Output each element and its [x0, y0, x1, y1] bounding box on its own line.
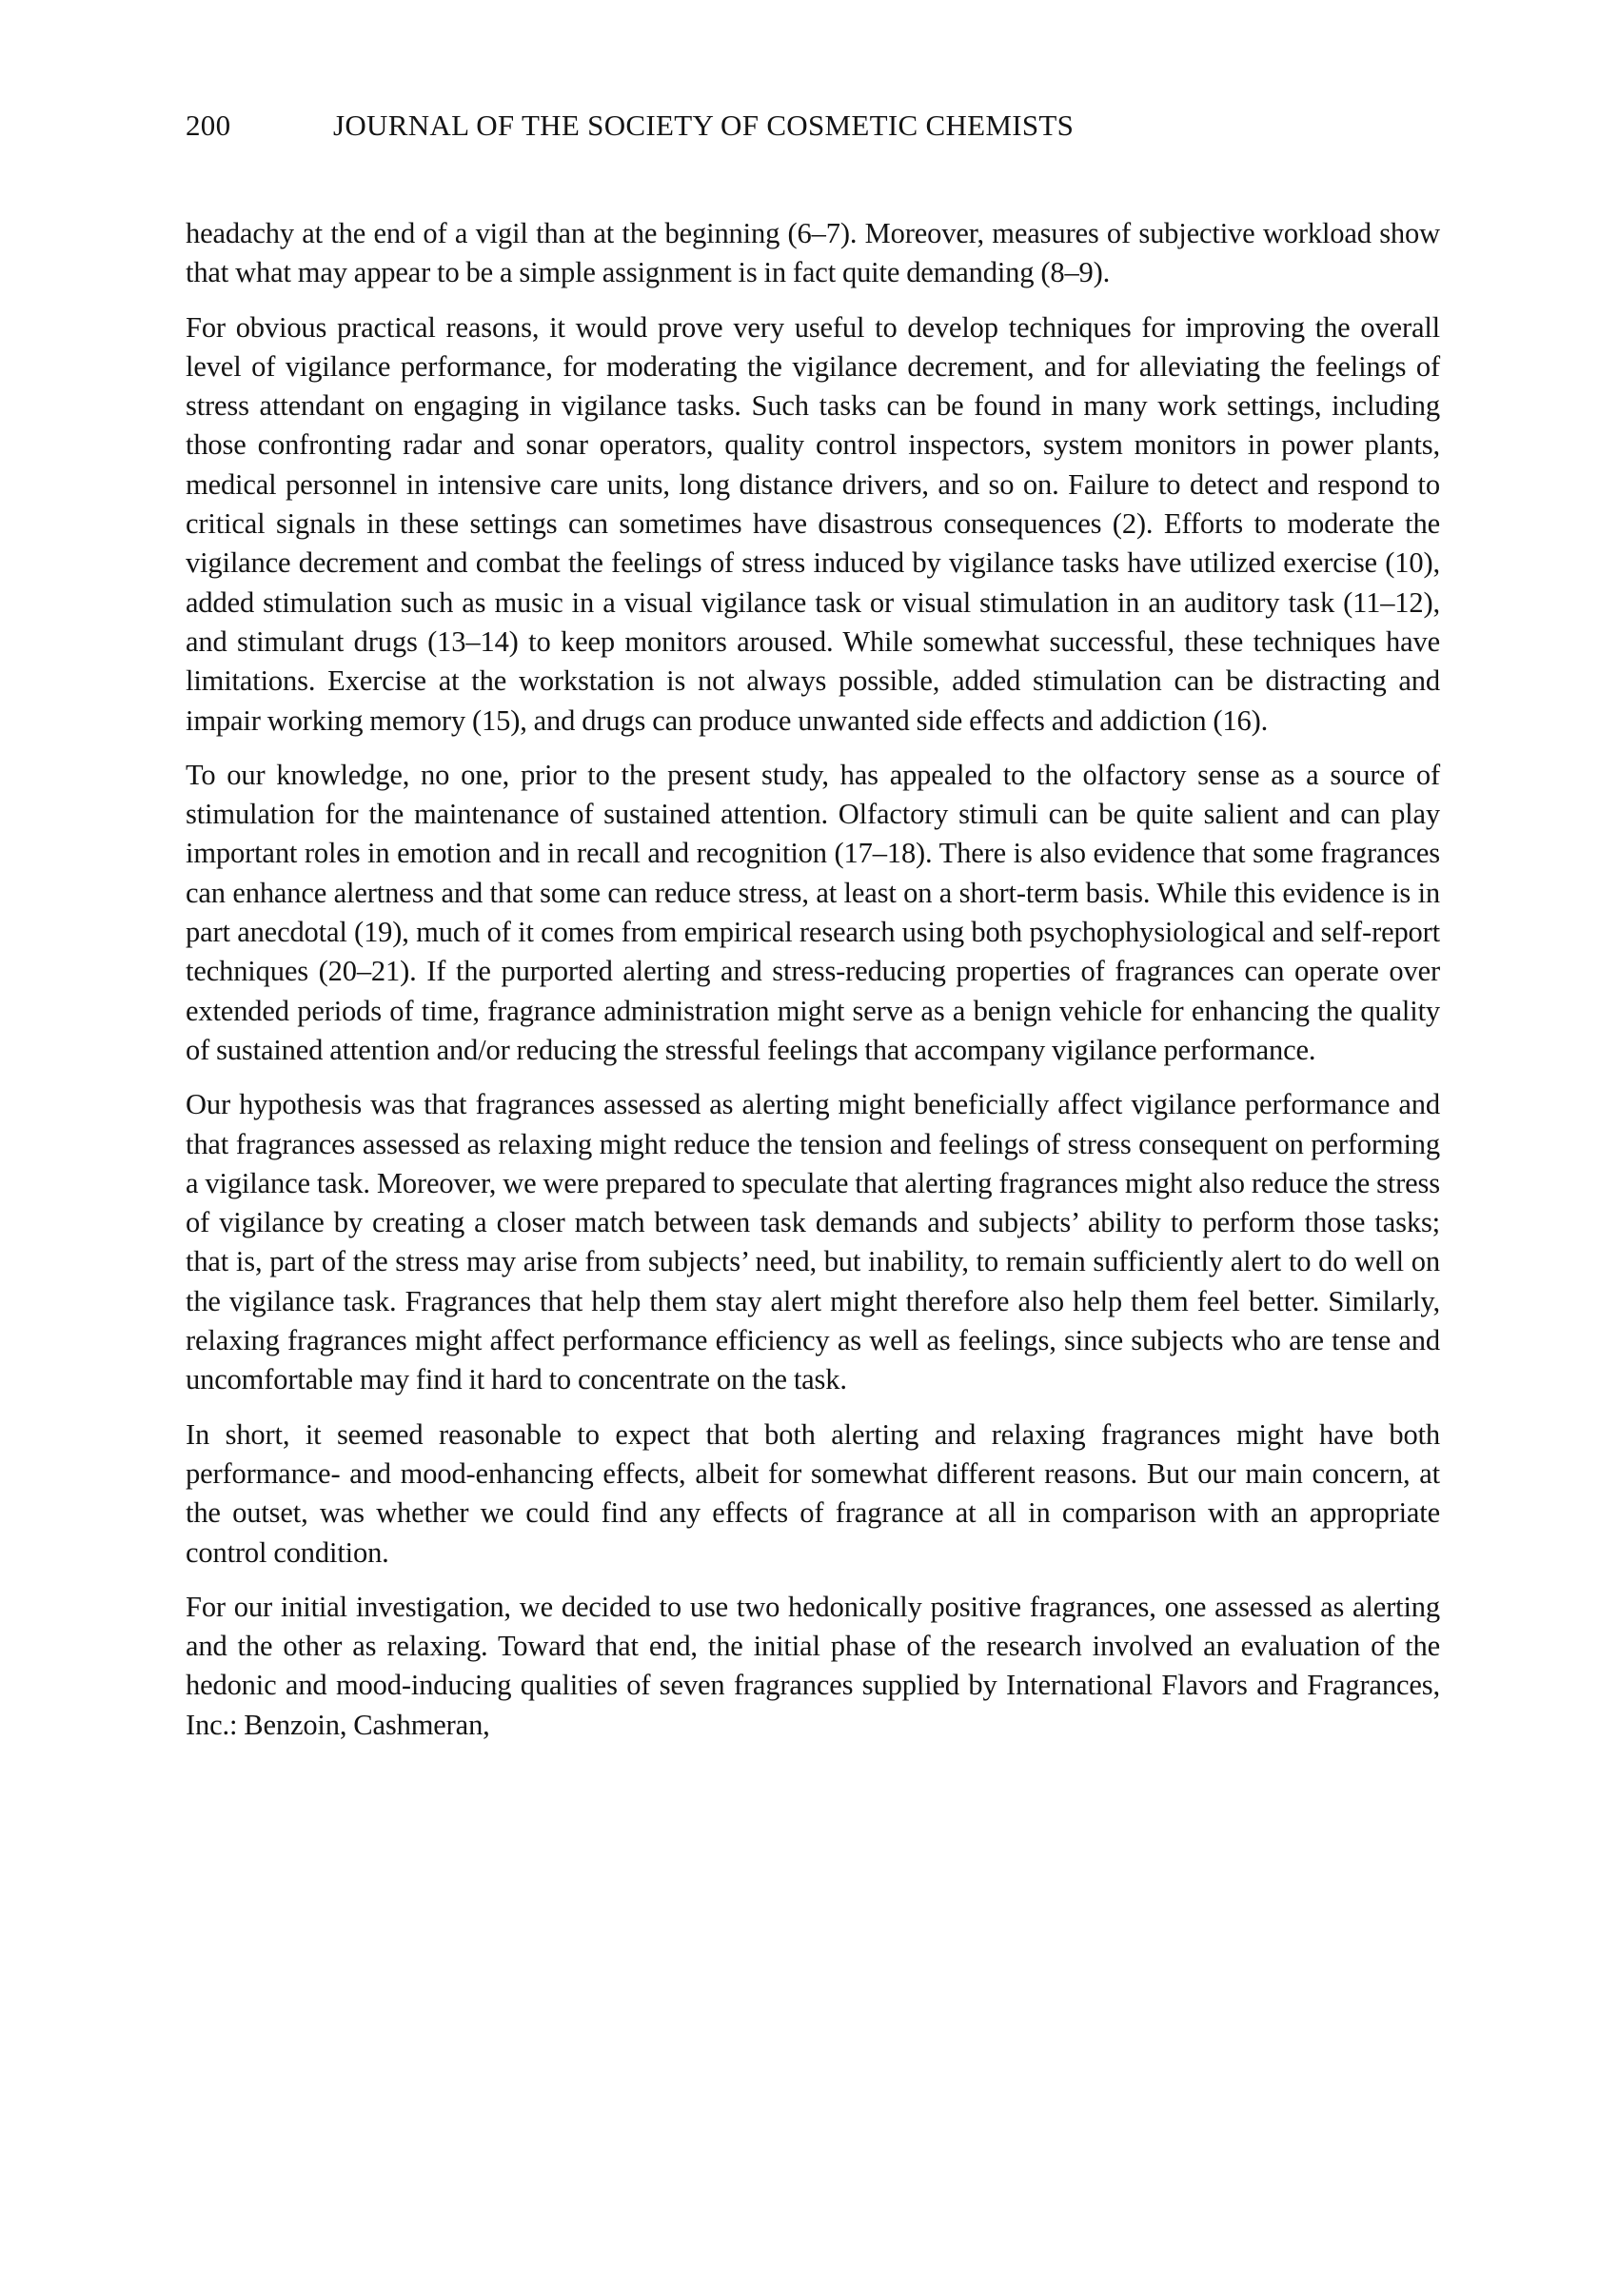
paragraph-practical-reasons: For obvious practical reasons, it would prove very useful to develop techniques for improving the overall level of vigilance performance, for moderating the vigilance decrement, and for alleviating the feelings of stress attendant on engaging in vigilance tasks. Such tasks can be found in many work settings, including those confronting radar and sonar operators, quality control inspectors, system monitors in power plants, medical personnel in intensive care units, long distance drivers, and so on. Failure to detect and respond to critical signals in these settings can sometimes have disastrous consequences (2). Efforts to moderate the vigilance decrement and combat the feelings of stress induced by vigilance tasks have utilized exercise (10), added stimulation such as music in a visual vigilance task or visual stimulation in an auditory task (11–12), and stimulant drugs (13–14) to keep monitors aroused. While somewhat successful, these techniques have limitations. Exercise at the workstation is not always possible, added stimulation can be distracting and impair working memory (15), and drugs can produce unwanted side effects and addiction (16).: [186, 310, 1440, 737]
paragraph-hypothesis: Our hypothesis was that fragrances assessed as alerting might beneficially affect vigilance performance and that fragrances assessed as relaxing might reduce the tension and feelings of stress consequent on performing a vigilance task. Moreover, we were prepared to speculate that alerting fragrances might also reduce the stress of vigilance by creating a closer match between task demands and subjects’ ability to perform those tasks; that is, part of the stress may arise from subjects’ need, but inability, to remain sufficiently alert to do well on the vigilance task. Fragrances that help them stay alert might therefore also help them feel better. Similarly, relaxing fragrances might affect performance efficiency as well as feelings, since subjects who are tense and uncomfortable may find it hard to concentrate on the task.: [186, 1088, 1440, 1396]
page-number: 200: [186, 109, 231, 142]
paragraph-initial-investigation: For our initial investigation, we decided to use two hedonically positive fragrances, one assessed as alerting and the other as relaxing. Toward that end, the initial phase of the research involved an evaluation of the hedonic and mood-inducing qualities of seven fragrances supplied by International Flavors and Fragrances, Inc.: Benzoin, Cashmeran,: [186, 1590, 1440, 1741]
journal-title: JOURNAL OF THE SOCIETY OF COSMETIC CHEMISTS: [333, 109, 1075, 142]
paragraph-olfactory-sense: To our knowledge, no one, prior to the present study, has appealed to the olfactory sense as a source of stimulation for the maintenance of sustained attention. Olfactory stimuli can be quite salient and can play important roles in emotion and in recall and recognition (17–18). There is also evidence that some fragrances can enhance alertness and that some can reduce stress, at least on a short-term basis. While this evidence is in part anecdotal (19), much of it comes from empirical research using both psychophysiological and self-report techniques (20–21). If the purported alerting and stress-reducing properties of fragrances can operate over extended periods of time, fragrance administration might serve as a benign vehicle for enhancing the quality of sustained attention and/or reducing the stressful feelings that accompany vigilance performance.: [186, 758, 1440, 1066]
running-head: [186, 107, 1442, 145]
paragraph-continuation: headachy at the end of a vigil than at the beginning (6–7). Moreover, measures of subjective workload show that what may appear to be a simple assignment is in fact quite demanding (8–9).: [186, 217, 1440, 289]
body-text: [186, 214, 1440, 1760]
paragraph-in-short: In short, it seemed reasonable to expect that both alerting and relaxing fragrances might have both performance- and mood-enhancing effects, albeit for somewhat different reasons. But our main concern, at the outset, was whether we could find any effects of fragrance at all in comparison with an appropriate control condition.: [186, 1417, 1440, 1569]
